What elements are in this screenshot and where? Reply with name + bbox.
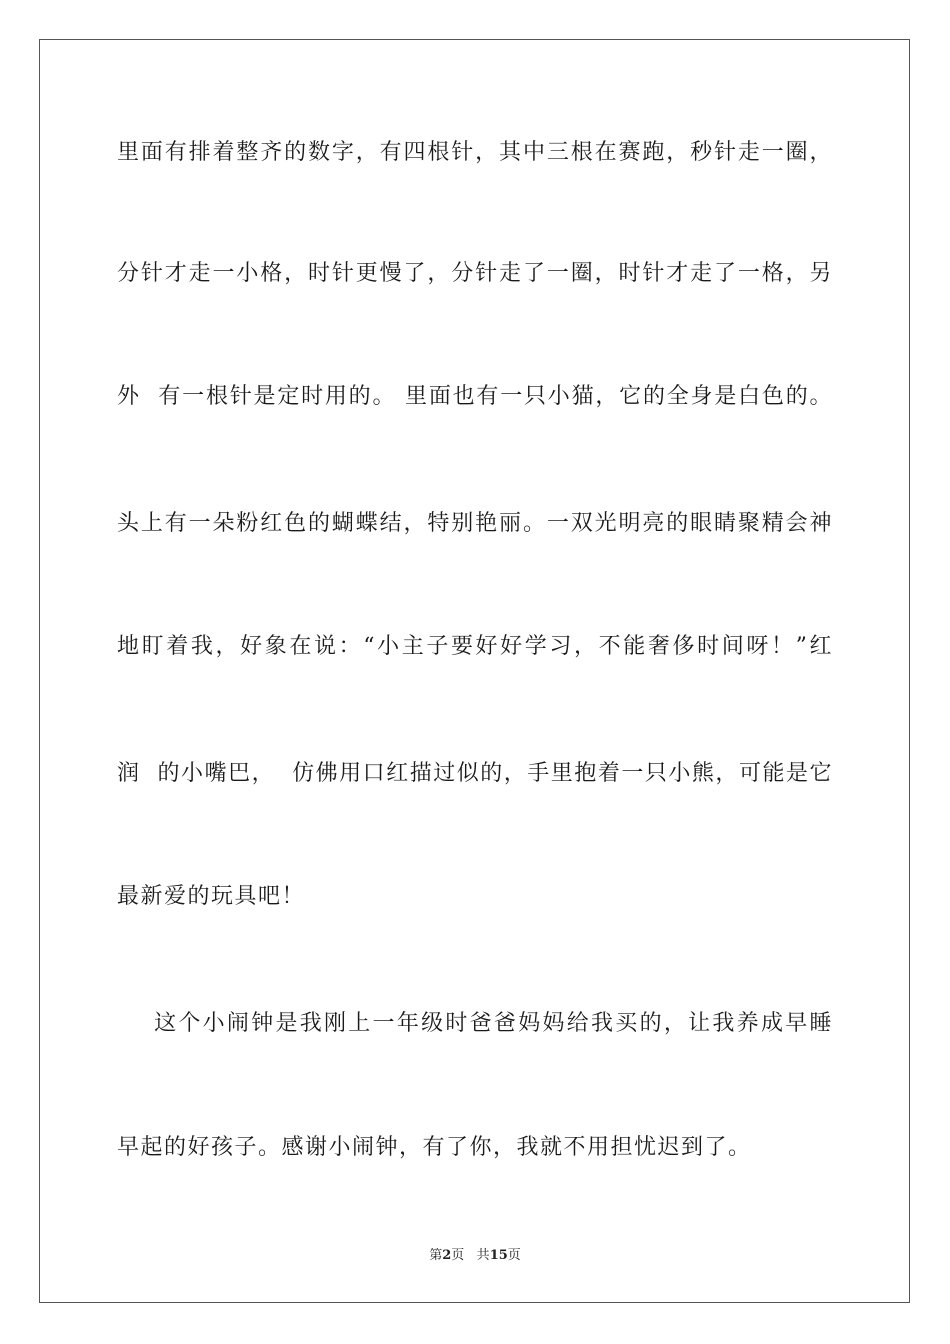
footer-page-suffix: 页: [451, 1248, 465, 1263]
text-line-9: 早起的好孩子。感谢小闹钟，有了你，我就不用担忧迟到了。: [117, 1135, 752, 1160]
text-line-3: 外 有一根针是定时用的。 里面也有一只小猫，它的全身是白色的。: [117, 384, 833, 409]
text-line-5: 地盯着我，好象在说：“小主子要好好学习，不能奢侈时间呀！”红: [117, 634, 833, 659]
footer-page-prefix: 第: [429, 1248, 443, 1263]
text-line-7: 最新爱的玩具吧！: [117, 884, 306, 909]
footer-total-suffix: 页: [507, 1248, 521, 1263]
footer-current-page: 2: [442, 1248, 452, 1263]
page-border: [39, 39, 910, 1303]
text-line-2: 分针才走一小格，时针更慢了，分针走了一圈，时针才走了一格，另: [117, 261, 833, 286]
text-line-4: 头上有一朵粉红色的蝴蝶结，特别艳丽。一双光明亮的眼睛聚精会神: [117, 511, 833, 536]
footer-total-pages: 15: [489, 1248, 508, 1263]
text-line-1: 里面有排着整齐的数字，有四根针，其中三根在赛跑，秒针走一圈，: [117, 140, 833, 165]
text-line-8: 这个小闹钟是我刚上一年级时爸爸妈妈给我买的，让我养成早睡: [117, 1011, 833, 1036]
text-line-6: 润 的小嘴巴， 仿佛用口红描过似的，手里抱着一只小熊，可能是它: [117, 761, 833, 786]
footer-total-prefix: 共: [476, 1248, 490, 1263]
page-footer: [0, 1244, 950, 1263]
